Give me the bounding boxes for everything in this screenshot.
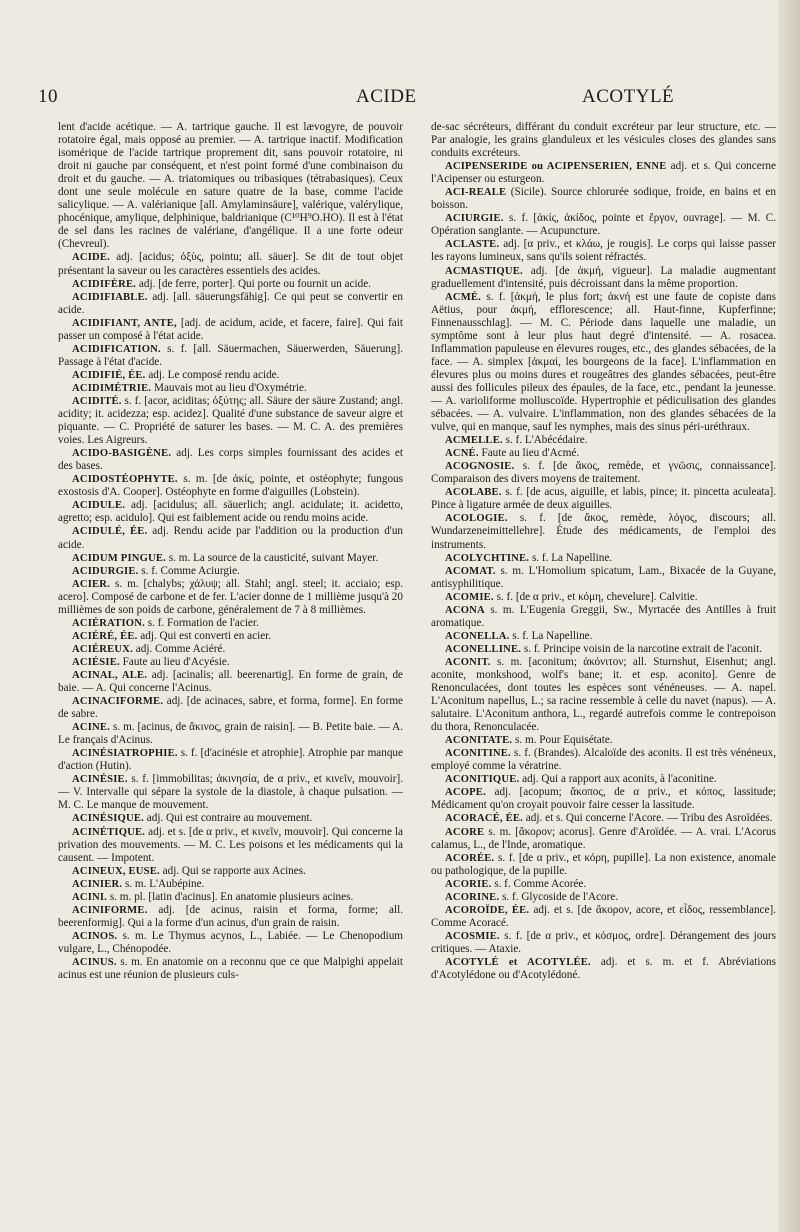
dictionary-entry [58,956,403,982]
entry-definition: s. f. [acor, aciditas; ὀξύτης; all. Säure der säure Zustand; angl. acidity; it. acidezza; esp. acidez]. Qualité d'une substance de saveur aigre et piquante. — C. Propriété de saturer les bases. — M. C. A. des premières voies. Les Aigreurs. [58,394,403,447]
header-right-title: ACOTYLÉ [582,86,675,107]
entry-headword: ACINÉSIATROPHIE. [72,748,178,760]
entry-definition: s. f. Comme Acorée. [494,877,587,890]
dictionary-entry [58,747,403,773]
right-column [431,121,776,982]
dictionary-entry [431,878,776,891]
dictionary-entry [431,852,776,878]
entry-headword: ACINIFORME. [72,904,148,916]
dictionary-entry [58,721,403,747]
entry-headword: ACOROÏDE, ÉE. [445,904,530,916]
entry-definition: adj. Qui est contraire au mouvement. [146,812,313,825]
entry-definition: s. m. [acinus, de ἄκινος, grain de raisin]. — B. Petite baie. — A. Le français d'Acinus. [58,721,403,747]
dictionary-entry [431,447,776,460]
entry-definition: adj. Comme Aciéré. [135,642,226,655]
running-header [0,86,800,116]
entry-definition: adj. Le composé rendu acide. [148,368,280,381]
dictionary-entry [58,656,403,669]
entry-definition: Mauvais mot au lieu d'Oxymétrie. [154,381,307,394]
dictionary-entry [431,186,776,212]
dictionary-entry [58,865,403,878]
entry-headword: ACIDIMÉTRIE. [72,382,152,394]
entry-headword: ACOMAT. [445,565,496,577]
entry-headword: ACORACÉ, ÉE. [445,813,524,825]
entry-definition: s. m. La source de la causticité, suivant Mayer. [168,551,379,564]
entry-headword: ACONITINE. [445,748,511,760]
entry-headword: ACINI. [72,891,108,903]
entry-headword: ACORÉE. [445,852,495,864]
dictionary-entry [431,891,776,904]
entry-definition: s. m. [aconitum; ἀκόνιτον; all. Sturnshut, Eisenhut; angl. aconite, monkshood, wolf's bane; it. et esp. aconito]. Genre de Renonculacées, dont toutes les espèces sont vénéneuses. — A. napel. L'Aconitum napellus, L.; sa racine ressemble à celle du navet (napus). — A. salutaire. L'Aconitum anthora, L., regardé autrefois comme le contrepoison du thora, Renonculacée. [431,655,776,734]
entry-headword: ACMELLE. [445,435,503,447]
entry-headword: ACINÉSIE. [72,774,128,786]
entry-definition: s. f. Glycoside de l'Acore. [502,890,619,903]
entry-headword: ACORIE. [445,878,492,890]
entry-headword: ACMASTIQUE. [445,265,523,277]
dictionary-entry [431,904,776,930]
dictionary-entry [58,291,403,317]
entry-headword: ACNÉ. [445,448,479,460]
entry-headword: ACONELLA. [445,630,510,642]
entry-definition: adj. et s. [de ἄκορον, acore, et εἶδος, ressemblance]. Comme Acoracé. [431,903,777,929]
entry-definition: s. f. (Brandes). Alcaloïde des aconits. Il est très vénéneux, employé comme la vératrine. [431,747,776,773]
entry-headword: ACIDO-BASIGÈNE. [72,448,172,460]
dictionary-entry [431,956,776,982]
entry-definition: s. f. Principe voisin de la narcotine extrait de l'aconit. [523,642,762,655]
dictionary-entry [431,630,776,643]
entry-headword: ACIDE. [72,252,110,264]
entry-definition: s. f. [de acus, aiguille, et labis, pince; it. pincetta aculeata]. Pince à ligature armée de deux aiguilles. [431,486,777,512]
entry-headword: ACIDIFIABLE. [72,291,148,303]
entry-definition: adj. et s. Qui concerne l'Acore. — Tribu des Asroïdées. [525,812,773,825]
entry-definition: s. f. [de ἄκος, remède, et γνῶσις, connaissance]. Comparaison des divers moyens de traitement. [431,460,776,486]
dictionary-entry [58,878,403,891]
entry-definition: s. m. L'Eugenia Greggii, Sw., Myrtacée des Antilles à fruit aromatique. [431,603,776,629]
entry-headword: ACINE. [72,722,110,734]
entry-definition: s. f. [immobilitas; ἀκινησία, de α priv., et κινεῖν, mouvoir]. — V. Intervalle qui sépare la systole de la diastole, à chaque pulsation. — M. C. Le manque de mouvement. [58,773,403,812]
entry-headword: ACIPENSERIDE ou ACIPENSERIEN, ENNE [445,161,667,173]
entry-definition: s. f. [ἀκμή, le plus fort; ἀκνή est une faute de copiste dans Aëtius, pour ἀκμή, efflorescence; all. Haut-finne, Kupferfinne; Finnenausschlag]. — M. C. Période dans laquelle une maladie, un symptôme sont à leur plus haut degré d'intensité. — A. rosacea. Inflammation papuleuse en élevures rouges, etc., des glandes sébacées, de la face. — A. simplex [ἀκμαί, les bourgeons de la face]. L'inflammation en élevures plus ou moins dures et rougeâtres des glandes sébacées, peut-être aussi des follicules pileux des épaules, de la face, etc., pendant la jeunesse. — A. varioliforme molluscoïde. Hypertrophie et pédiculisation des glandes sébacées. — A. vulvaire. L'inflammation, non des glandes sébacées de la vulve, qui en manque, sauf les nymphes, mais des sinus péri-uréthraux. [431,290,776,434]
dictionary-entry [58,565,403,578]
entry-definition: adj. [all. säuerungsfähig]. Ce qui peut se convertir en acide. [58,290,403,316]
entry-headword: ACINÉTIQUE. [72,826,146,838]
dictionary-entry [431,265,776,291]
entry-definition: s. f. La Napelline. [531,551,613,564]
entry-headword: ACIDUM PINGUE. [72,552,167,564]
entry-definition: adj. et s. Qui concerne l'Acipenser ou esturgeon. [431,160,776,186]
entry-definition: adj. [α priv., et κλάω, je rougis]. Le corps qui laisse passer les rayons lumineux, sans qu'ils soient réfractés. [431,238,777,264]
entry-definition: s. m. L'Homolium spicatum, Lam., Bixacée de la Guyane, antisyphilitique. [431,564,776,590]
entry-definition: s. f. La Napelline. [512,629,593,642]
dictionary-entry [58,578,403,617]
entry-headword: ACOGNOSIE. [445,461,515,473]
dictionary-entry [58,343,403,369]
entry-definition: s. f. [d'acinésie et atrophie]. Atrophie par manque d'action (Hutin). [58,747,403,773]
entry-definition: (Sicile). Source chlorurée sodique, froide, en bains et en boisson. [431,186,776,212]
dictionary-entry [58,773,403,812]
entry-headword: ACOMIE. [445,591,494,603]
dictionary-entry [58,447,403,473]
entry-headword: ACONITIQUE. [445,774,520,786]
entry-definition: adj. et s. [de α priv., et κινεῖν, mouvoir]. Qui concerne la privation des mouvements. — M. C. Les poisons et les médicaments qui la causent. — Impotent. [58,825,403,864]
entry-headword: ACONITATE. [445,735,513,747]
dictionary-entry [58,904,403,930]
dictionary-entry [58,643,403,656]
dictionary-entry [431,734,776,747]
entry-definition: s. f. Formation de l'acier. [147,616,259,629]
dictionary-entry [58,525,403,551]
dictionary-entry [431,291,776,435]
dictionary-entry [431,786,776,812]
header-left-title: ACIDE [356,86,417,107]
entry-headword: ACINIER. [72,878,123,890]
dictionary-entry [431,238,776,264]
entry-headword: ACINACIFORME. [72,696,164,708]
dictionary-entry [58,930,403,956]
entry-definition: s. f. [de α priv., et κόμη, chevelure]. Calvitie. [496,590,698,603]
entry-headword: ACIDIFIANT, ANTE, [72,317,177,329]
entry-headword: ACIÉRÉ, ÉE. [72,630,138,642]
entry-headword: ACOTYLÉ et ACOTYLÉE. [445,957,591,968]
entry-definition: adj. Rendu acide par l'addition ou la production d'un acide. [58,525,404,551]
entry-headword: ACIDITÉ. [72,395,122,407]
dictionary-entry [431,812,776,825]
dictionary-entry [58,552,403,565]
entry-headword: ACLASTE. [445,239,500,251]
entry-headword: ACI-REALE [445,187,507,199]
entry-headword: ACIDIFIÉ, ÉE. [72,369,146,381]
entry-definition: s. f. L'Abécédaire. [505,434,588,447]
dictionary-entry [431,643,776,656]
entry-headword: ACOSMIE. [445,930,500,942]
dictionary-entry [58,695,403,721]
entry-headword: ACONA [445,604,485,616]
dictionary-entry [58,473,403,499]
dictionary-entry [58,251,403,277]
left-column [58,121,403,982]
entry-definition: s. f. [de α priv., et κόρη, pupille]. La non existence, anomale ou pathologique, de la pupille. [431,851,777,877]
dictionary-entry [431,656,776,734]
entry-headword: ACINUS. [72,957,117,968]
entry-definition: [adj. de acidum, acide, et facere, faire]. Qui fait passer un composé à l'état acide. [58,316,403,342]
entry-headword: ACOLABE. [445,487,502,499]
entry-definition: adj. [de ἀκμή, vigueur]. La maladie augmentant graduellement d'intensité, puis décroissant dans la même proportion. [431,264,776,290]
dictionary-entry [58,382,403,395]
entry-definition: lent d'acide acétique. — A. tartrique gauche. Il est lævogyre, de pouvoir rotatoire égal, mais opposé au premier. — A. tartrique inactif. Modification isomérique de l'acide tartrique proprement dit, sans pouvoir rotatoire, ni droit ni gauche par conséquent, et n'est point formé d'une combinaison du droit et du gauche. — A. triatomiques ou tribasiques (tétrabasiques). Ceux dont une seule molécule en sature quatre de la base, comme l'acide salicylique. — A. valérianique [all. Amylaminsäure], valérique, valérylique, phocénique, amylique, delphinique, baldrianique (C¹⁰H⁹O.HO). Il est à l'état de sel dans les racines de valériane, d'angélique. Il a une forte odeur (Chevreul). [58,121,403,251]
entry-definition: s. m. [de ἀκίς, pointe, et ostéophyte; fungous exostosis d'A. Cooper]. Ostéophyte en forme d'aiguilles (Lobstein). [58,473,403,499]
entry-definition: s. f. [all. Säuermachen, Säuerwerden, Säuerung]. Passage à l'état d'acide. [58,342,404,368]
entry-headword: ACINAL, ALE. [72,669,148,681]
dictionary-entry [58,317,403,343]
entry-headword: ACOPE. [445,787,486,799]
dictionary-entry [431,434,776,447]
entry-definition: adj. Qui est converti en acier. [140,629,272,642]
dictionary-entry [431,930,776,956]
entry-headword: ACORE [445,826,485,838]
entry-definition: adj. Qui a rapport aux aconits, à l'aconitine. [522,773,717,786]
dictionary-entry [58,630,403,643]
dictionary-entry [431,212,776,238]
entry-headword: ACIÉREUX. [72,643,133,655]
dictionary-entry [431,512,776,551]
entry-definition: s. m. En anatomie on a reconnu que ce que Malpighi appelait acinus est une réunion de plusieurs culs- [58,956,404,982]
entry-headword: ACIURGIE. [445,213,504,225]
entry-definition: s. f. Comme Aciurgie. [141,564,240,577]
entry-definition: adj. [acidus; ὀξὺς, pointu; all. säuer]. Se dit de tout objet présentant la saveur ou les caractères essentiels des acides. [58,251,403,277]
dictionary-entry [431,460,776,486]
dictionary-entry [58,121,403,251]
entry-definition: s. m. Pour Equisétate. [515,734,613,747]
entry-headword: ACIDULÉ, ÉE. [72,526,148,538]
entry-definition: s. m. L'Aubépine. [124,877,205,890]
entry-headword: ACMÉ. [445,291,482,303]
page-edge [778,0,800,1232]
entry-headword: ACOLYCHTINE. [445,552,530,564]
entry-headword: ACOLOGIE. [445,513,508,525]
page-number: 10 [38,86,58,107]
entry-definition: Faute au lieu d'Acyésie. [122,655,230,668]
entry-definition: adj. [acopum; ἄκοπος, de α priv., et κόπος, lassitude; Médicament qu'on croyait pouvoir faire cesser la lassitude. [431,786,777,812]
dictionary-entry [431,160,776,186]
entry-definition: adj. [acidulus; all. säuerlich; angl. acidulate; it. acidetto, agretto; esp. acidulo]. Qui est faiblement acide ou rendu moins acide. [58,499,404,525]
entry-definition: adj. [acinalis; all. beerenartig]. En forme de grain, de baie. — A. Qui concerne l'Acinus. [58,668,404,695]
dictionary-entry [58,278,403,291]
entry-definition: de-sac sécréteurs, différant du conduit excréteur par leur structure, etc. — Par analogie, les grains glanduleux et les vésicules closes des glandes sans conduits excréteurs. [431,121,776,160]
entry-headword: ACIDURGIE. [72,565,139,577]
entry-definition: s. m. [ἄκορον; acorus]. Genre d'Aroïdée. — A. vrai. L'Acorus calamus, L., de l'Inde, aromatique. [431,825,776,851]
entry-definition: Faute au lieu d'Acmé. [481,447,580,460]
entry-headword: ACIDIFÈRE. [72,278,137,290]
entry-definition: s. f. [de ἄκος, remède, λόγος, discours; all. Wundarzeneimittellehre]. Étude des médicaments, de l'emploi des instruments. [431,512,776,551]
dictionary-entry [58,669,403,695]
entry-headword: ACIER. [72,578,110,590]
entry-definition: s. f. [ἀκίς, ἀκίδος, pointe et ἔργον, ouvrage]. — M. C. Opération sanglante. — Acupuncture. [431,212,776,238]
dictionary-entry [58,499,403,525]
entry-definition: adj. [de acinaces, sabre, et forma, forme]. En forme de sabre. [58,695,403,721]
dictionary-entry [431,826,776,852]
entry-headword: ACIÉSIE. [72,656,120,668]
dictionary-entry [431,604,776,630]
entry-definition: adj. et s. m. et f. Abréviations d'Acotylédone ou d'Acotylédoné. [431,956,777,982]
entry-headword: ACIÉRATION. [72,617,145,629]
entry-definition: adj. [de acinus, raisin et forma, forme; all. beerenformig]. Qui a la forme d'un acinus, d'un grain de raisin. [58,903,404,929]
dictionary-entry [431,486,776,512]
dictionary-entry [431,773,776,786]
dictionary-entry [431,591,776,604]
entry-definition: s. m. Le Thymus acynos, L., Labiée. — Le Chenopodium vulgare, L., Chénopodée. [58,929,403,955]
entry-headword: ACIDOSTÉOPHYTE. [72,474,178,486]
dictionary-entry [58,617,403,630]
dictionary-entry [431,565,776,591]
dictionary-entry [58,369,403,382]
dictionary-entry [431,747,776,773]
dictionary-entry [431,121,776,160]
entry-headword: ACINEUX, EUSE. [72,865,160,877]
entry-headword: ACIDULE. [72,500,126,512]
entry-headword: ACONIT. [445,656,491,668]
dictionary-entry [58,826,403,865]
dictionary-entry [58,891,403,904]
entry-definition: s. m. [chalybs; χάλυψ; all. Stahl; angl. steel; it. acciaio; esp. acero]. Composé de carbone et de fer. L'acier donne de 1 millième jusqu'à 20 millièmes de son poids de carbone, généralement de 7 à 8 millièmes. [58,577,403,616]
dictionary-entry [58,395,403,447]
entry-headword: ACIDIFICATION. [72,343,161,355]
entry-definition: adj. Les corps simples fournissant des acides et des bases. [58,447,403,473]
dictionary-entry [431,552,776,565]
dictionary-entry [58,812,403,825]
entry-headword: ACORINE. [445,891,500,903]
entry-headword: ACINOS. [72,930,118,942]
entry-definition: s. m. pl. [latin d'acinus]. En anatomie plusieurs acines. [109,890,354,903]
entry-definition: adj. Qui se rapporte aux Acines. [162,864,306,877]
entry-headword: ACINÉSIQUE. [72,813,144,825]
entry-definition: adj. [de ferre, porter]. Qui porte ou fournit un acide. [138,277,371,290]
entry-definition: s. f. [de α priv., et κόσμος, ordre]. Dérangement des jours critiques. — Ataxie. [431,929,777,955]
entry-headword: ACONELLINE. [445,643,522,655]
